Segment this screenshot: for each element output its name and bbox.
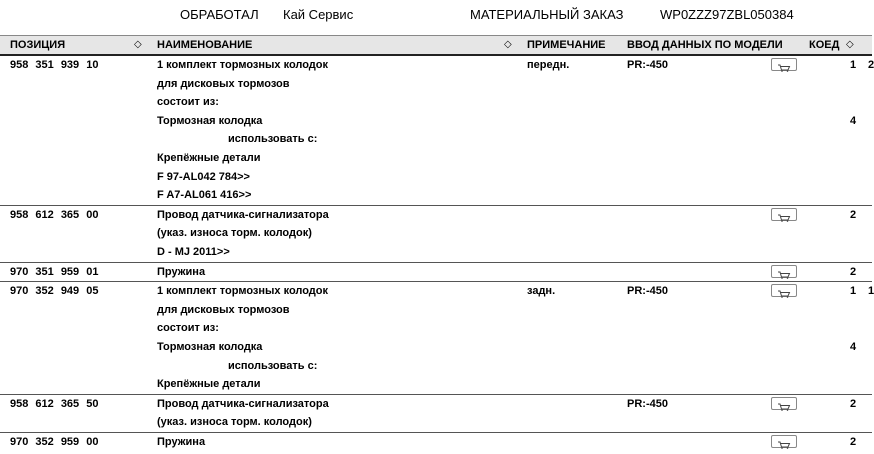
part-name: использовать с: [228,359,318,372]
processed-value: Кай Сервис [283,7,354,22]
part-number[interactable]: 970 351 959 01 [10,265,99,278]
part-name: (указ. износа торм. колодок) [157,227,312,240]
part-name: 1 комплект тормозных колодок [157,59,329,71]
part-name: F 97-AL042 784>> [157,170,250,183]
quantity: 2 [850,435,857,448]
table-row [0,394,872,432]
row-line [0,301,872,320]
part-name: Провод датчика-сигнализатора [157,397,329,410]
quantity: 2 [850,265,857,278]
add-to-cart-button[interactable] [771,435,797,448]
part-number[interactable]: 970 352 959 00 [10,435,99,448]
row-line [0,75,872,94]
parts-table [0,56,872,451]
row-line [0,224,872,243]
part-note: передн. [527,59,570,71]
add-to-cart-button[interactable] [771,397,797,410]
order-number: WP0ZZZ97ZBL050384 [660,7,794,22]
part-name: F A7-AL061 416>> [157,189,252,202]
processed-label: ОБРАБОТАЛ [180,7,259,22]
part-name: 1 комплект тормозных колодок [157,285,329,298]
col-position-header[interactable]: ПОЗИЦИЯ [10,39,66,51]
row-line [0,319,872,338]
add-to-cart-button[interactable] [771,58,797,71]
part-name: для дисковых тормозов [157,303,290,316]
add-to-cart-button[interactable] [771,284,797,297]
part-name: Провод датчика-сигнализатора [157,208,329,221]
row-line [0,93,872,112]
extra-value: 1 [868,285,874,298]
col-name-header[interactable]: НАИМЕНОВАНИЕ [157,39,253,51]
part-name: (указ. износа торм. колодок) [157,416,312,429]
table-row [0,56,872,205]
quantity: 1 [850,285,857,298]
model-data: PR:-450 [627,59,668,71]
row-line [0,56,872,75]
table-row [0,281,872,394]
part-note: задн. [527,285,556,298]
row-line [0,263,872,282]
part-name: Крепёжные детали [157,151,261,164]
part-name: использовать с: [228,133,318,146]
quantity: 1 [850,59,857,71]
col-note-header[interactable]: ПРИМЕЧАНИЕ [527,39,606,51]
quantity: 4 [850,340,857,353]
order-info-bar [0,0,872,32]
part-name: состоит из: [157,96,219,109]
row-line [0,375,872,394]
part-name: для дисковых тормозов [157,77,290,90]
row-line [0,112,872,131]
sort-icon[interactable]: ◇ [134,39,142,50]
sort-icon[interactable]: ◇ [846,39,854,50]
table-row [0,262,872,282]
sort-icon[interactable]: ◇ [504,39,512,50]
row-line [0,338,872,357]
row-line [0,168,872,187]
quantity: 4 [850,114,857,127]
table-row [0,432,872,452]
part-name: Тормозная колодка [157,114,263,127]
part-name: D - MJ 2011>> [157,245,230,258]
order-label: МАТЕРИАЛЬНЫЙ ЗАКАЗ [470,7,624,22]
part-number[interactable]: 970 352 949 05 [10,285,99,298]
row-line [0,149,872,168]
table-header [0,35,872,56]
col-qty-header[interactable]: КОЕД [809,39,840,51]
quantity: 2 [850,208,857,221]
row-line [0,243,872,262]
row-line [0,282,872,301]
model-data: PR:-450 [627,285,668,298]
part-name: Тормозная колодка [157,340,263,353]
row-line [0,206,872,225]
row-line [0,433,872,452]
add-to-cart-button[interactable] [771,265,797,278]
part-name: состоит из: [157,322,219,335]
extra-value: 2 [868,59,874,71]
part-number[interactable]: 958 612 365 00 [10,208,99,221]
row-line [0,130,872,149]
row-line [0,413,872,432]
model-data: PR:-450 [627,397,668,410]
part-number[interactable]: 958 612 365 50 [10,397,99,410]
table-row [0,205,872,262]
quantity: 2 [850,397,857,410]
add-to-cart-button[interactable] [771,208,797,221]
part-name: Пружина [157,265,206,278]
part-number[interactable]: 958 351 939 10 [10,59,99,71]
row-line [0,186,872,205]
row-line [0,395,872,414]
part-name: Пружина [157,435,206,448]
col-model-header[interactable]: ВВОД ДАННЫХ ПО МОДЕЛИ [627,39,783,51]
part-name: Крепёжные детали [157,378,261,391]
row-line [0,357,872,376]
